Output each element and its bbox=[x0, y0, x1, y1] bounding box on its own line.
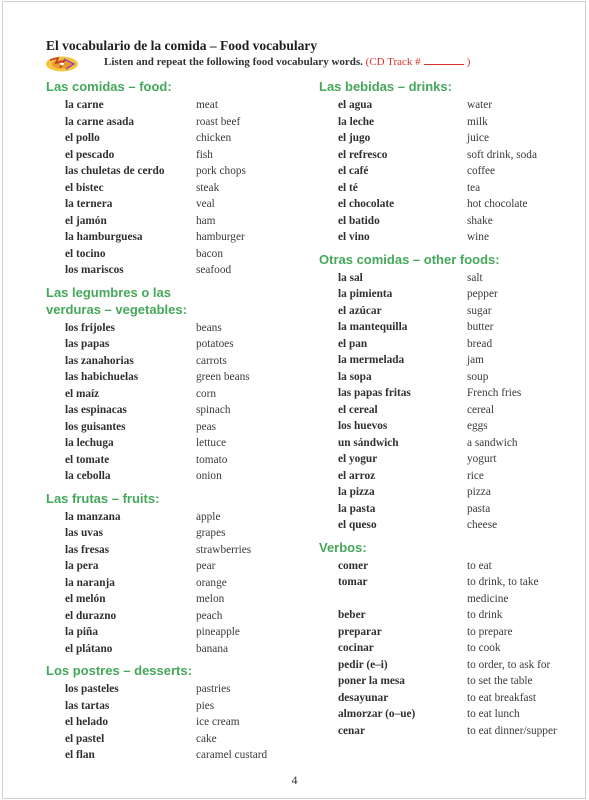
section-heading-line: Las frutas – fruits: bbox=[46, 490, 160, 506]
spanish-term: el refresco bbox=[338, 148, 388, 161]
vocab-list bbox=[319, 97, 581, 246]
english-translation: apple bbox=[196, 510, 221, 523]
spanish-term: la carne asada bbox=[65, 115, 135, 128]
spanish-term: la pizza bbox=[338, 486, 375, 498]
spanish-term: las uvas bbox=[65, 527, 103, 539]
spanish-term: la mermelada bbox=[338, 354, 405, 366]
english-translation: to eat breakfast bbox=[467, 691, 537, 704]
spanish-term: un sándwich bbox=[338, 436, 399, 449]
spanish-term: la sal bbox=[338, 271, 363, 284]
vocab-row bbox=[46, 525, 296, 542]
vocab-section bbox=[319, 78, 581, 246]
english-translation: cereal bbox=[467, 403, 494, 416]
spanish-term: los huevos bbox=[338, 420, 388, 432]
spanish-term: la pera bbox=[65, 560, 99, 572]
vocab-row bbox=[319, 147, 581, 164]
spanish-term: la pimienta bbox=[338, 288, 393, 300]
english-translation: rice bbox=[467, 469, 484, 482]
vocab-row bbox=[319, 97, 581, 114]
english-translation: cake bbox=[196, 732, 217, 745]
vocab-row bbox=[319, 336, 581, 353]
spanish-term: las papas bbox=[65, 338, 110, 350]
english-translation: meat bbox=[196, 99, 218, 111]
spanish-term: el vino bbox=[338, 231, 370, 243]
spanish-term: el azúcar bbox=[338, 304, 382, 317]
spanish-term: el bistec bbox=[65, 181, 104, 194]
instruction bbox=[104, 56, 470, 68]
spanish-term: la naranja bbox=[65, 576, 115, 589]
spanish-term: el pan bbox=[338, 337, 368, 350]
vocab-row bbox=[319, 130, 581, 147]
spanish-term: el café bbox=[338, 165, 369, 177]
vocab-row bbox=[319, 196, 581, 213]
vocab-row bbox=[46, 641, 296, 658]
english-translation: cheese bbox=[467, 519, 498, 531]
vocab-row bbox=[46, 320, 296, 337]
english-translation: pork chops bbox=[196, 165, 246, 177]
english-translation: soup bbox=[467, 370, 489, 383]
english-translation: potatoes bbox=[196, 338, 234, 350]
vocab-row bbox=[46, 229, 296, 246]
vocab-row bbox=[46, 402, 296, 419]
vocab-section bbox=[319, 251, 581, 534]
english-translation: jam bbox=[467, 354, 484, 366]
section-heading-line: Las legumbres o las bbox=[46, 284, 171, 300]
vocab-row bbox=[319, 484, 581, 501]
vocab-row bbox=[319, 435, 581, 452]
spanish-term: el pollo bbox=[65, 132, 100, 144]
vocab-row bbox=[319, 163, 581, 180]
section-heading bbox=[319, 251, 581, 268]
vocab-row bbox=[319, 624, 581, 641]
spanish-term: la sopa bbox=[338, 370, 372, 383]
vocab-row bbox=[46, 509, 296, 526]
english-translation: hamburger bbox=[196, 231, 245, 243]
vocab-row bbox=[319, 607, 581, 624]
spanish-term: el batido bbox=[338, 214, 380, 227]
spanish-term: el tocino bbox=[65, 247, 106, 260]
english-translation: sugar bbox=[467, 304, 492, 317]
vocab-row bbox=[319, 213, 581, 230]
section-heading bbox=[46, 284, 296, 318]
instruction-text: Listen and repeat the following food vocabulary words. bbox=[104, 56, 363, 68]
english-translation: pineapple bbox=[196, 626, 240, 638]
vocab-row bbox=[46, 419, 296, 436]
english-translation: caramel custard bbox=[196, 749, 268, 761]
english-translation: beans bbox=[196, 321, 222, 334]
section-heading-line: Otras comidas – other foods: bbox=[319, 251, 500, 267]
english-translation: tea bbox=[467, 181, 481, 194]
english-translation: tomato bbox=[196, 453, 228, 466]
section-heading-line: Los postres – desserts: bbox=[46, 663, 192, 678]
english-translation: to eat dinner/supper bbox=[467, 724, 557, 737]
cd-track-open: (CD Track # bbox=[365, 56, 421, 68]
english-translation: carrots bbox=[196, 354, 227, 367]
vocab-list bbox=[46, 320, 296, 485]
english-translation: ice cream bbox=[196, 716, 240, 728]
english-translation: grapes bbox=[196, 527, 226, 539]
spanish-term: el jamón bbox=[65, 214, 107, 227]
vocab-row bbox=[319, 690, 581, 707]
vocab-row bbox=[46, 452, 296, 469]
spanish-term: las zanahorias bbox=[65, 354, 134, 367]
vocab-row bbox=[46, 591, 296, 608]
vocab-row bbox=[46, 147, 296, 164]
section-heading-line: Las comidas – food: bbox=[46, 79, 172, 94]
vocab-list bbox=[46, 509, 296, 658]
spanish-term: el flan bbox=[65, 749, 95, 761]
english-translation: banana bbox=[196, 642, 228, 655]
vocab-row bbox=[319, 640, 581, 657]
english-translation: eggs bbox=[467, 420, 488, 432]
english-translation: to drink, to take bbox=[467, 576, 539, 588]
vocab-row bbox=[46, 624, 296, 641]
vocab-section bbox=[46, 78, 296, 279]
vocab-row bbox=[319, 517, 581, 534]
spanish-term: el agua bbox=[338, 99, 373, 111]
english-translation: bacon bbox=[196, 247, 223, 260]
spanish-term: preparar bbox=[338, 625, 382, 638]
spanish-term: la lechuga bbox=[65, 437, 114, 449]
spanish-term: el arroz bbox=[338, 469, 376, 482]
english-translation: pasta bbox=[467, 502, 491, 515]
spanish-term: desayunar bbox=[338, 691, 389, 704]
english-translation: spinach bbox=[196, 404, 231, 416]
spanish-term: el maíz bbox=[65, 387, 100, 400]
spanish-term: las chuletas de cerdo bbox=[65, 165, 165, 177]
spanish-term: la mantequilla bbox=[338, 321, 408, 333]
vocab-section bbox=[46, 284, 296, 485]
spanish-term: el chocolate bbox=[338, 198, 395, 210]
vocab-row bbox=[319, 352, 581, 369]
vocab-row bbox=[46, 353, 296, 370]
vocab-row bbox=[319, 180, 581, 197]
page-title: El vocabulario de la comida – Food vocabulary bbox=[46, 38, 318, 53]
english-translation: pastries bbox=[196, 683, 231, 695]
vocab-row bbox=[319, 723, 581, 740]
cd-audio-icon bbox=[44, 55, 80, 73]
section-heading-line: verduras – vegetables: bbox=[46, 301, 187, 317]
section-heading-line: Verbos: bbox=[319, 539, 367, 555]
spanish-term: las papas fritas bbox=[338, 387, 411, 399]
english-translation: fish bbox=[196, 148, 213, 161]
english-translation: bread bbox=[467, 337, 493, 350]
english-translation: a sandwich bbox=[467, 436, 518, 449]
spanish-term: poner la mesa bbox=[338, 675, 405, 687]
spanish-term bbox=[338, 591, 467, 608]
vocab-row bbox=[319, 369, 581, 386]
vocab-row bbox=[46, 97, 296, 114]
spanish-term: las fresas bbox=[65, 543, 110, 556]
spanish-term: almorzar (o–ue) bbox=[338, 708, 416, 720]
english-translation: to eat bbox=[467, 559, 492, 572]
spanish-term: las espinacas bbox=[65, 404, 127, 416]
vocab-row bbox=[46, 336, 296, 353]
spanish-term: el yogur bbox=[338, 453, 378, 465]
vocab-list bbox=[46, 97, 296, 279]
spanish-term: el jugo bbox=[338, 132, 371, 144]
vocab-section bbox=[46, 490, 296, 658]
vocab-row bbox=[319, 673, 581, 690]
cd-track-close: ) bbox=[466, 56, 471, 68]
english-translation: pies bbox=[196, 699, 215, 712]
english-translation: pear bbox=[196, 560, 216, 572]
spanish-term: el durazno bbox=[65, 609, 117, 622]
english-translation: peas bbox=[196, 420, 217, 433]
vocab-list bbox=[319, 270, 581, 534]
english-translation: coffee bbox=[467, 165, 496, 177]
spanish-term: la piña bbox=[65, 626, 98, 638]
vocab-row bbox=[46, 698, 296, 715]
vocab-row bbox=[46, 747, 296, 764]
vocab-row bbox=[319, 468, 581, 485]
english-translation: chicken bbox=[196, 132, 232, 144]
vocab-row bbox=[319, 270, 581, 287]
english-translation: lettuce bbox=[196, 437, 227, 449]
english-translation: peach bbox=[196, 609, 223, 622]
english-translation: seafood bbox=[196, 264, 232, 276]
spanish-term: los mariscos bbox=[65, 264, 124, 276]
english-translation: steak bbox=[196, 181, 220, 194]
english-translation: milk bbox=[467, 115, 488, 128]
vocab-row bbox=[46, 246, 296, 263]
vocab-row bbox=[46, 714, 296, 731]
cd-track-label bbox=[366, 56, 471, 68]
english-translation: to drink bbox=[467, 609, 503, 621]
english-translation: to eat lunch bbox=[467, 708, 520, 720]
english-translation: wine bbox=[467, 231, 489, 243]
spanish-term: cocinar bbox=[338, 642, 374, 654]
vocab-row bbox=[46, 262, 296, 279]
cd-track-blank bbox=[424, 64, 464, 65]
spanish-term: la hamburguesa bbox=[65, 231, 143, 243]
spanish-term: la pasta bbox=[338, 502, 376, 515]
vocab-row bbox=[319, 706, 581, 723]
spanish-term: el plátano bbox=[65, 642, 113, 655]
section-heading-line: Las bebidas – drinks: bbox=[319, 79, 452, 94]
spanish-term: las tartas bbox=[65, 699, 110, 712]
english-translation: juice bbox=[467, 132, 489, 144]
english-translation: orange bbox=[196, 576, 227, 589]
spanish-term: el pescado bbox=[65, 148, 115, 161]
spanish-term: los guisantes bbox=[65, 420, 126, 433]
vocab-row bbox=[319, 451, 581, 468]
english-translation: to order, to ask for bbox=[467, 658, 551, 671]
vocab-row bbox=[46, 468, 296, 485]
english-translation: veal bbox=[196, 198, 215, 210]
page-number: 4 bbox=[291, 773, 298, 787]
english-translation: soft drink, soda bbox=[467, 148, 537, 161]
vocab-row bbox=[46, 731, 296, 748]
spanish-term: el melón bbox=[65, 593, 106, 605]
english-translation: onion bbox=[196, 470, 222, 482]
english-translation: medicine bbox=[467, 592, 509, 605]
english-translation: corn bbox=[196, 387, 217, 400]
section-heading bbox=[319, 78, 581, 95]
vocab-row bbox=[319, 591, 581, 608]
english-translation: ham bbox=[196, 214, 216, 227]
section-heading bbox=[46, 662, 296, 679]
vocab-row bbox=[46, 114, 296, 131]
english-translation: pizza bbox=[467, 486, 491, 498]
vocab-row bbox=[319, 558, 581, 575]
vocab-row bbox=[46, 213, 296, 230]
english-translation: yogurt bbox=[467, 453, 497, 465]
spanish-term: la cebolla bbox=[65, 470, 111, 482]
vocab-row bbox=[46, 369, 296, 386]
vocab-row bbox=[319, 657, 581, 674]
english-translation: salt bbox=[467, 271, 483, 284]
spanish-term: el helado bbox=[65, 716, 108, 728]
vocab-row bbox=[46, 435, 296, 452]
section-heading bbox=[319, 539, 581, 556]
spanish-term: el pastel bbox=[65, 732, 105, 745]
vocab-row bbox=[319, 385, 581, 402]
vocab-row bbox=[319, 229, 581, 246]
vocab-row bbox=[46, 558, 296, 575]
vocab-row bbox=[46, 608, 296, 625]
vocab-row bbox=[46, 386, 296, 403]
vocab-row bbox=[319, 114, 581, 131]
vocab-row bbox=[319, 418, 581, 435]
spanish-term: cenar bbox=[338, 724, 365, 737]
english-translation: to set the table bbox=[467, 675, 533, 687]
spanish-term: la manzana bbox=[65, 510, 121, 523]
vocab-row bbox=[46, 542, 296, 559]
left-column bbox=[46, 78, 296, 769]
english-translation: shake bbox=[467, 214, 493, 227]
vocab-row bbox=[319, 303, 581, 320]
english-translation: butter bbox=[467, 321, 494, 333]
vocab-row bbox=[319, 319, 581, 336]
english-translation: hot chocolate bbox=[467, 198, 528, 210]
spanish-term: las habichuelas bbox=[65, 371, 139, 383]
english-translation: green beans bbox=[196, 371, 250, 383]
spanish-term: los pasteles bbox=[65, 683, 119, 695]
spanish-term: el tomate bbox=[65, 453, 110, 466]
spanish-term: el cereal bbox=[338, 403, 378, 416]
spanish-term: el queso bbox=[338, 519, 377, 531]
spanish-term: pedir (e–i) bbox=[338, 658, 388, 671]
vocab-row bbox=[319, 402, 581, 419]
vocab-row bbox=[46, 196, 296, 213]
spanish-term: beber bbox=[338, 609, 366, 621]
section-heading bbox=[46, 490, 296, 507]
english-translation: strawberries bbox=[196, 543, 252, 556]
vocab-row bbox=[46, 130, 296, 147]
english-translation: to prepare bbox=[467, 625, 513, 638]
vocab-row bbox=[46, 180, 296, 197]
vocab-list bbox=[46, 681, 296, 764]
vocab-row bbox=[319, 501, 581, 518]
spanish-term: los frijoles bbox=[65, 321, 115, 334]
vocab-list bbox=[319, 558, 581, 740]
vocab-row bbox=[46, 163, 296, 180]
spanish-term: el té bbox=[338, 181, 358, 194]
section-heading bbox=[46, 78, 296, 95]
english-translation: roast beef bbox=[196, 115, 241, 128]
english-translation: pepper bbox=[467, 288, 498, 300]
right-column bbox=[319, 78, 581, 744]
spanish-term: comer bbox=[338, 559, 369, 572]
spanish-term: tomar bbox=[338, 576, 368, 588]
vocab-row bbox=[46, 575, 296, 592]
vocab-section bbox=[319, 539, 581, 740]
spanish-term: la ternera bbox=[65, 198, 113, 210]
english-translation: water bbox=[467, 99, 493, 111]
vocab-row bbox=[319, 574, 581, 591]
spanish-term: la leche bbox=[338, 115, 375, 128]
vocab-section bbox=[46, 662, 296, 764]
vocab-row bbox=[319, 286, 581, 303]
english-translation: melon bbox=[196, 593, 225, 605]
spanish-term: la carne bbox=[65, 99, 104, 111]
english-translation: to cook bbox=[467, 642, 501, 654]
english-translation: French fries bbox=[467, 387, 522, 399]
vocab-row bbox=[46, 681, 296, 698]
